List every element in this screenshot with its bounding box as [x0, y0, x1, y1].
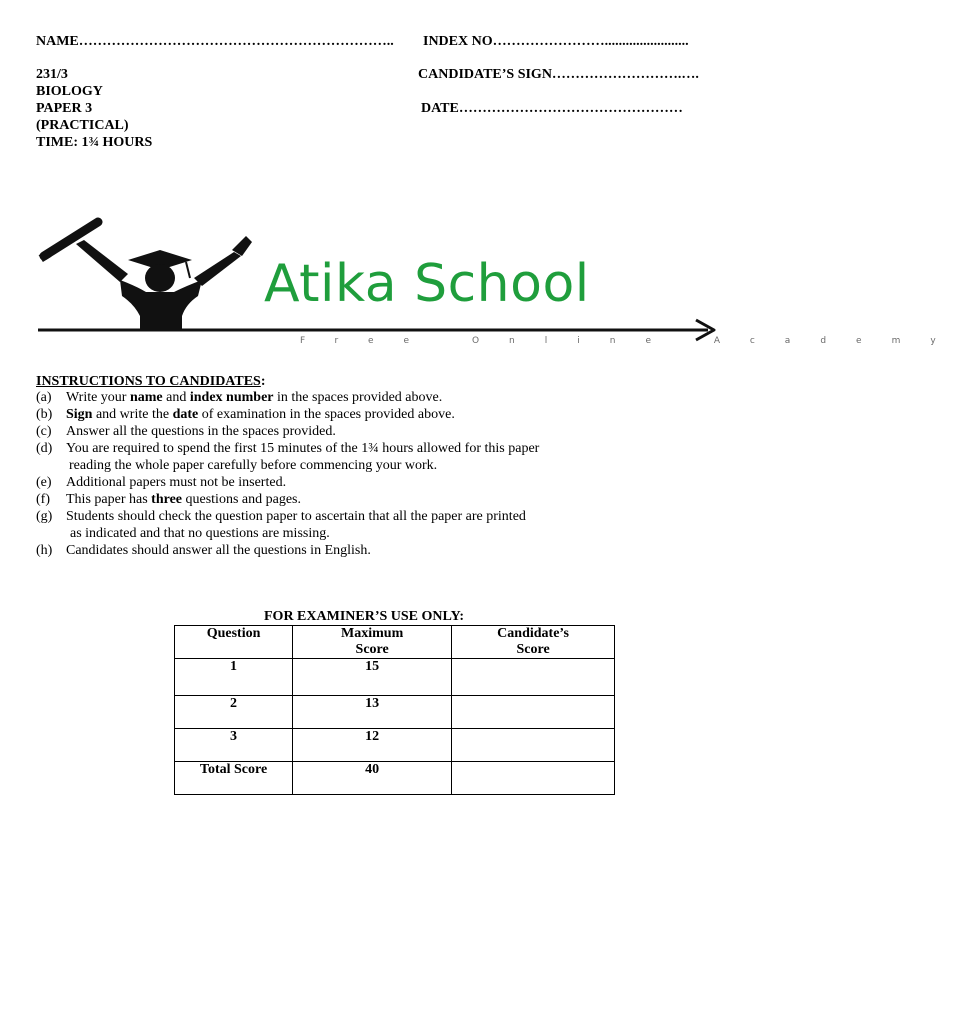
- instruction-letter: (g): [36, 509, 53, 524]
- instruction-item: [36, 474, 286, 491]
- max-score-cell: 12: [293, 729, 452, 762]
- instruction-continuation: as indicated and that no questions are missing.: [70, 526, 330, 541]
- school-name: Atika School: [264, 254, 590, 314]
- instruction-text: Students should check the question paper to ascertain that all the paper are printed: [66, 509, 526, 524]
- max-score-cell: 40: [293, 762, 452, 795]
- paper-type: (PRACTICAL): [36, 118, 129, 133]
- instruction-letter: (f): [36, 492, 50, 507]
- candidate-score-cell[interactable]: [452, 659, 615, 696]
- candidate-score-cell[interactable]: [452, 762, 615, 795]
- instruction-text: Candidates should answer all the questions in English.: [66, 543, 371, 558]
- table-header-row: [175, 626, 615, 659]
- instruction-text: Write your: [66, 390, 130, 405]
- instruction-emphasis: date: [172, 407, 199, 422]
- instructions-heading: [36, 373, 266, 390]
- examiner-score-table: [174, 625, 615, 795]
- subject-name: BIOLOGY: [36, 84, 103, 99]
- instruction-text: and: [162, 390, 190, 405]
- instruction-text: Additional papers must not be inserted.: [66, 475, 287, 490]
- question-cell: Total Score: [175, 762, 293, 795]
- name-field-label: NAME…………………………………………………………..: [36, 34, 394, 49]
- exam-duration: TIME: 1¾ HOURS: [36, 135, 153, 150]
- instruction-text: in the spaces provided above.: [273, 390, 443, 405]
- instruction-emphasis: name: [129, 390, 163, 405]
- instruction-emphasis: Sign: [66, 407, 93, 422]
- instruction-letter: (a): [36, 390, 52, 405]
- instruction-letter: (d): [36, 441, 53, 456]
- examiner-table-title: FOR EXAMINER’S USE ONLY:: [264, 609, 465, 624]
- table-row-total: [175, 762, 615, 795]
- candidate-score-cell[interactable]: [452, 729, 615, 762]
- date-field-label: DATE…………………………………………: [421, 101, 683, 116]
- instruction-text: and write the: [92, 407, 173, 422]
- question-cell: 2: [175, 696, 293, 729]
- instructions-heading-text: INSTRUCTIONS TO CANDIDATES: [36, 374, 261, 389]
- instruction-item: [36, 491, 301, 508]
- instruction-item: [36, 406, 455, 423]
- header-line: Question: [206, 626, 261, 641]
- paper-number: PAPER 3: [36, 101, 93, 116]
- index-number-field-label: INDEX NO……………………........................: [423, 34, 689, 49]
- instruction-item: [36, 542, 371, 559]
- instruction-item: [36, 389, 442, 406]
- header-line: Score: [516, 642, 550, 657]
- candidate-score-cell[interactable]: [452, 696, 615, 729]
- column-header-maximum-score: [293, 626, 452, 659]
- instruction-letter: (b): [36, 407, 53, 422]
- question-cell: 3: [175, 729, 293, 762]
- instructions-heading-colon: :: [260, 374, 266, 389]
- table-row: [175, 696, 615, 729]
- instruction-item: [36, 508, 526, 525]
- column-header-question: [175, 626, 293, 659]
- instruction-continuation: reading the whole paper carefully before commencing your work.: [69, 458, 438, 473]
- table-row: [175, 659, 615, 696]
- table-row: [175, 729, 615, 762]
- instruction-emphasis: index number: [189, 390, 274, 405]
- paper-code: 231/3: [36, 67, 68, 82]
- instruction-letter: (h): [36, 543, 53, 558]
- instruction-letter: (e): [36, 475, 52, 490]
- header-line: Score: [355, 642, 389, 657]
- instruction-text: of examination in the spaces provided above.: [198, 407, 455, 422]
- instruction-item: [36, 440, 539, 457]
- max-score-cell: 13: [293, 696, 452, 729]
- instruction-text: This paper has: [66, 492, 152, 507]
- instruction-text: Answer all the questions in the spaces provided.: [66, 424, 336, 439]
- column-header-candidate-score: [452, 626, 615, 659]
- question-cell: 1: [175, 659, 293, 696]
- max-score-cell: 15: [293, 659, 452, 696]
- header-line: Candidate’s: [497, 626, 569, 641]
- instruction-text: You are required to spend the first 15 minutes of the 1¾ hours allowed for this paper: [66, 441, 540, 456]
- instruction-emphasis: three: [151, 492, 182, 507]
- instruction-letter: (c): [36, 424, 52, 439]
- school-tagline: Free Online Academy: [300, 336, 966, 346]
- instruction-item: [36, 423, 336, 440]
- school-logo: [36, 212, 966, 352]
- header-line: Maximum: [341, 626, 404, 641]
- instruction-text: questions and pages.: [182, 492, 301, 507]
- candidate-sign-field-label: CANDIDATE’S SIGN……………………….….: [418, 67, 699, 82]
